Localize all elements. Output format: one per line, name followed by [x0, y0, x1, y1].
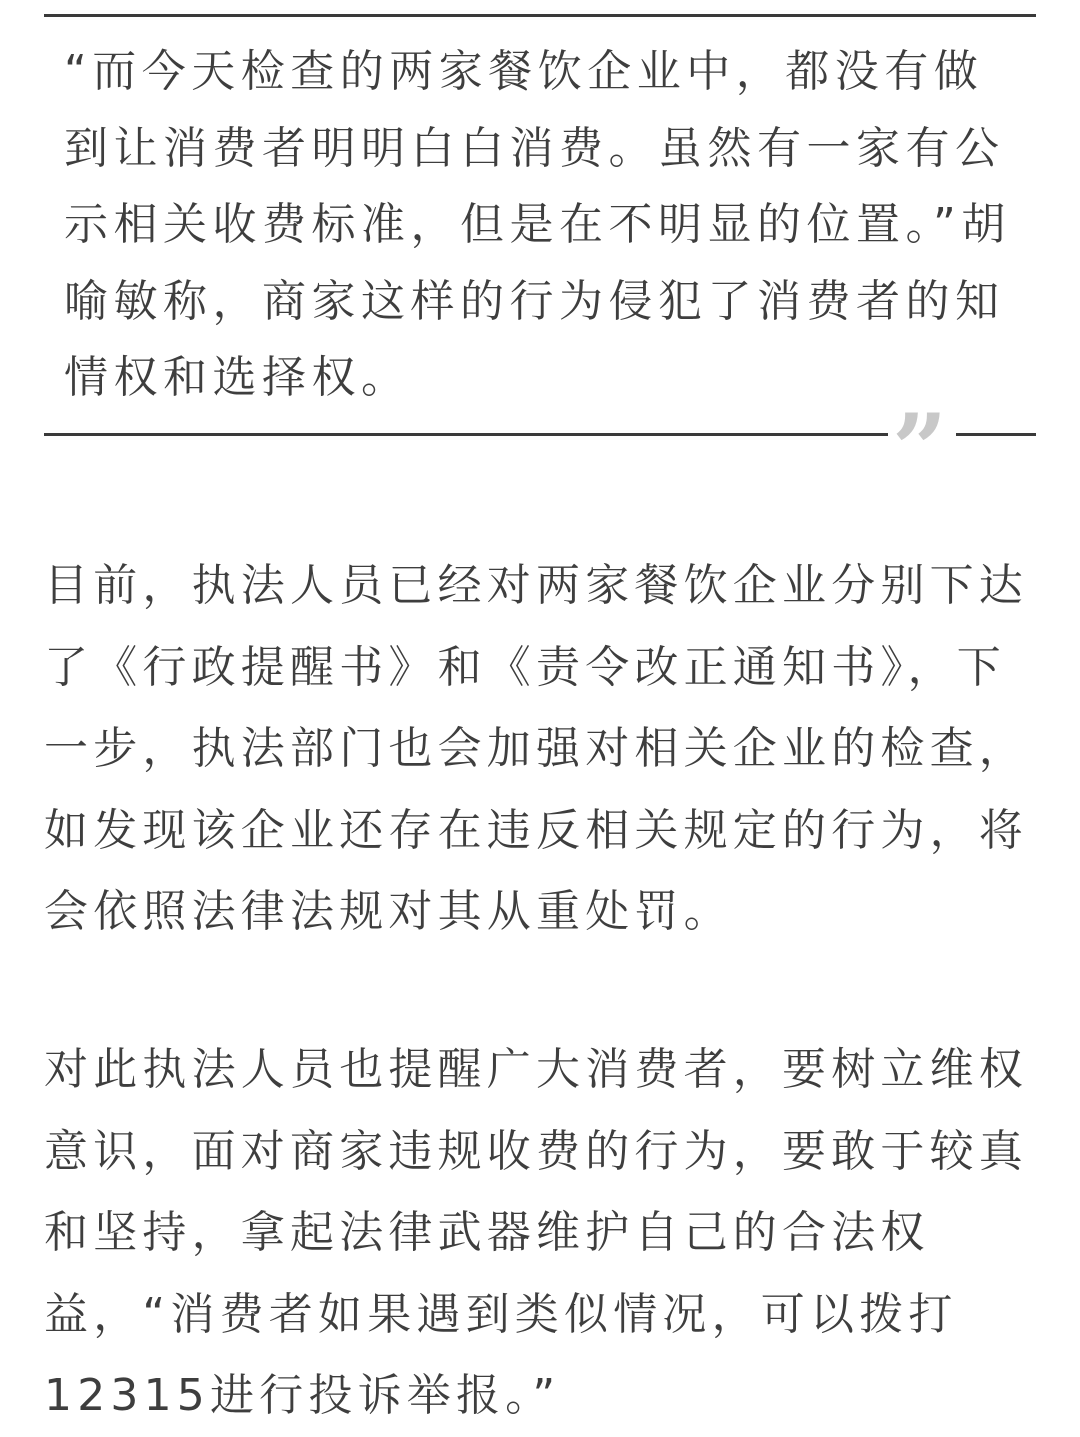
- quote-text: “而今天检查的两家餐饮企业中，都没有做到让消费者明明白白消费。虽然有一家有公示相关收费标准，但是在不明显的位置。”胡喻敏称，商家这样的行为侵犯了消费者的知情权和选择权。: [64, 46, 1011, 403]
- quote-bottom-divider-right: [956, 433, 1036, 436]
- article-paragraph: 目前，执法人员已经对两家餐饮企业分别下达了《行政提醒书》和《责令改正通知书》，下一步，执法部门也会加强对相关企业的检查，如发现该企业还存在违反相关规定的行为，将会依照法律法规对其从重处罚。: [44, 560, 1028, 937]
- quote-bottom-divider-left: [44, 433, 888, 436]
- article-paragraph: 对此执法人员也提醒广大消费者，要树立维权意识，面对商家违规收费的行为，要敢于较真和坚持，拿起法律武器维护自己的合法权益，“消费者如果遇到类似情况，可以拨打12315进行投诉举报。”: [44, 1044, 1028, 1421]
- quote-top-divider: [44, 14, 1036, 17]
- closing-quote-icon: ”: [892, 393, 942, 506]
